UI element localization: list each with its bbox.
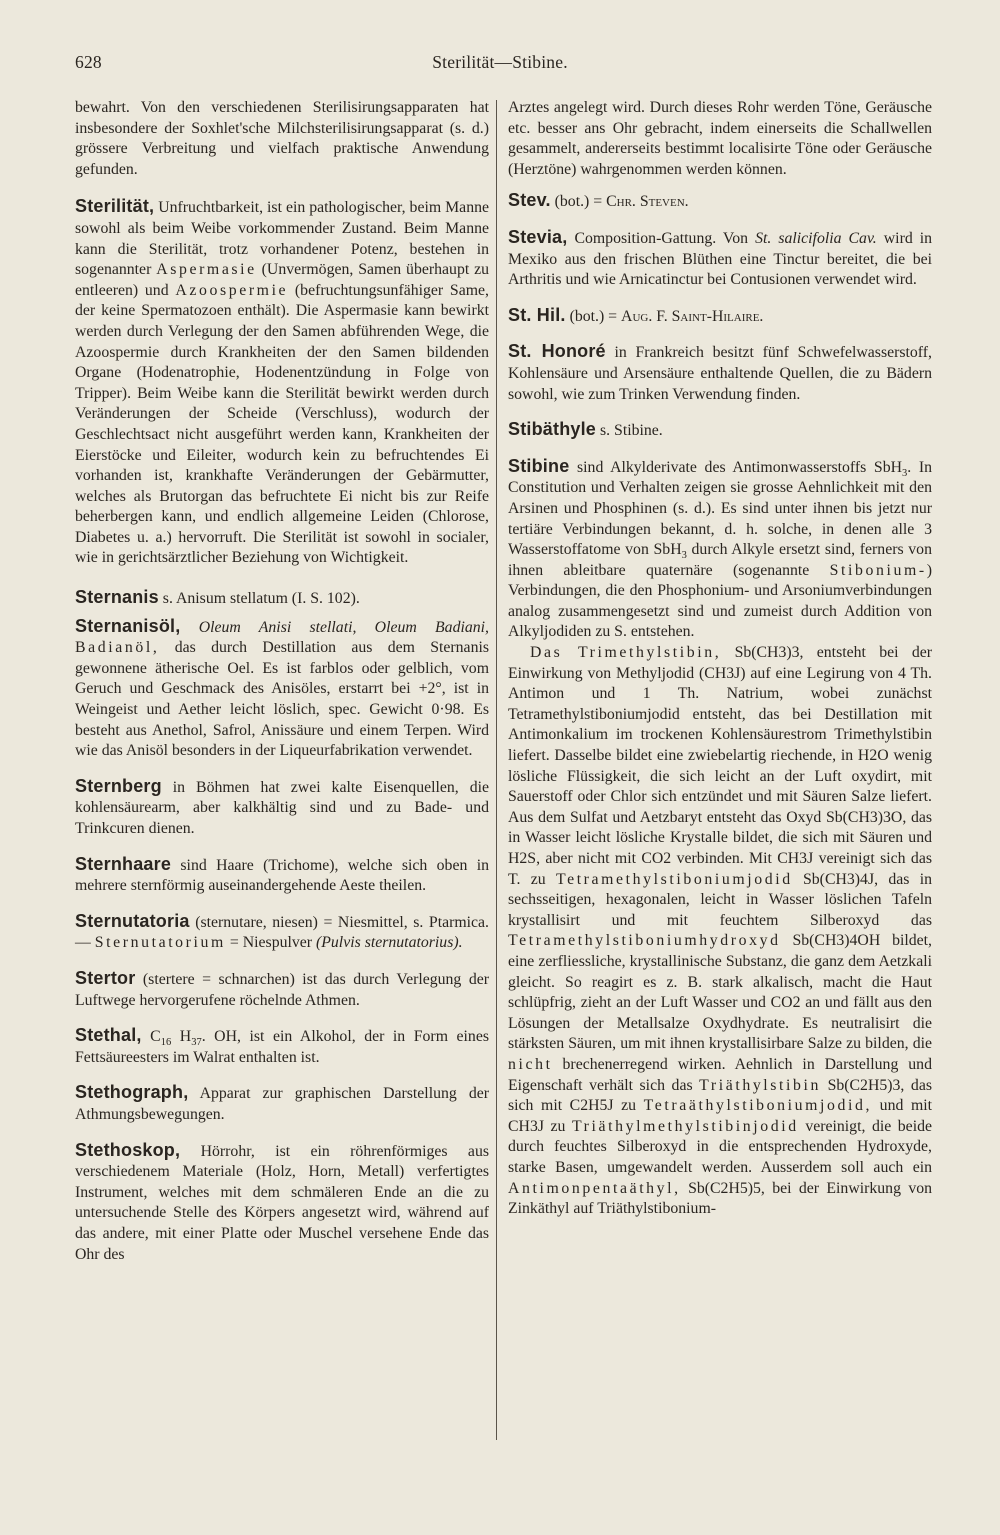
entry-stev: Stev. (bot.) = Chr. Steven. — [508, 190, 689, 211]
entry-stibaethyle: Stibäthyle s. Stibine. — [508, 419, 663, 440]
entry-sternanis: Sternanis s. Anisum stellatum (I. S. 102). — [75, 587, 360, 608]
headword: Stethograph, — [75, 1082, 189, 1103]
headword: Stibine — [508, 455, 570, 476]
entry-sternhaare: Sternhaare sind Haare (Trichome), welche sich oben in mehrere sternförmig auseinandergehende Aeste theilen. — [75, 853, 489, 895]
headword: Stethoskop, — [75, 1139, 181, 1160]
entry-sternberg: Sternberg in Böhmen hat zwei kalte Eisenquellen, die kohlensäurearm, aber kalkhältig sind und zu Bade- und Trinkcuren dienen. — [75, 775, 490, 837]
entry-stethoskop: Stethoskop, Hörrohr, ist ein röhrenförmiges aus verschiedenem Materiale (Holz, Horn, Metall) verfertigtes Instrument, welches mit dem schmäleren Ende an die zu untersuchende Stelle des Körpers angesetzt wird, während auf das andere, mit einer Platte oder Muschel versehene Ende das Ohr des — [75, 1139, 489, 1263]
entry-stethal: Stethal, $C_{16}$ $H_{37}$. OH, ist ein Alkohol, der in Form eines Fettsäureesters im Walrat enthalten ist. — [75, 1025, 489, 1066]
right-column — [508, 98, 932, 1220]
headword: Sternberg — [75, 775, 162, 796]
headword: Sternhaare — [75, 853, 172, 874]
entry-st-hil: St. Hil. (bot.) = Aug. F. Saint-Hilaire. — [508, 304, 764, 325]
entry-stertor: Stertor (stertere = schnarchen) ist das durch Verlegung der Luftwege hervorgerufene röchelnde Athmen. — [75, 967, 489, 1009]
entry-stibine: Stibine sind Alkylderivate des Antimonwasserstoffs SbH$_3$. In Constitution und Verhalten zeigen sie grosse Aehnlichkeit mit den Arsinen und Phosphinen (s. d.). Es sind unter ihnen bis jetzt nur tertiäre Verbindungen bekannt, d. h. solche, in denen alle 3 Wasserstoffatome von SbH$_3$ durch Alkyle ersetzt sind, ferners von ihnen ableitbare quaternäre (sogenannte Stibonium-) Verbindungen, die den Phosphonium- und Arsoniumverbindungen analog zusammengesetzt sind und zumeist durch Addition von Alkyljodiden zu S. entstehen. — [508, 455, 932, 641]
headword: St. Honoré — [508, 341, 606, 362]
entry-stethograph: Stethograph, Apparat zur graphischen Darstellung der Athmungsbewegungen. — [75, 1082, 489, 1123]
headword: Stethal, — [75, 1025, 142, 1046]
running-title: Sterilität—Stibine. — [432, 52, 568, 72]
headword: Sterilität, — [75, 196, 155, 217]
continued-paragraph: bewahrt. Von den verschiedenen Sterilisirungsapparaten hat insbesondere der Soxhlet'sche Milchsterilisirungsapparat (s. d.) grössere Verbreitung und vielfach praktische Anwendung gefunden. — [75, 99, 489, 178]
headword: St. Hil. — [508, 304, 566, 325]
page-header — [0, 52, 1000, 76]
headword: Sternutatoria — [75, 910, 190, 931]
entry-sterilitaet: Sterilität, Unfruchtbarkeit, ist ein pathologischer, beim Manne sowohl als beim Weibe vorkommender Zustand. Beim Manne kann die Sterilität, trotz vorhandener Potenz, bestehen in sogenannter Aspermasie (Unvermögen, Samen überhaupt zu entleeren) und Azoospermie (befruchtungsunfähiger Same, der keine Spermatozoen enthält). Die Aspermasie kann bewirkt werden durch Verlegung der den Samen abführenden Wege, die Azoospermie durch Krankheiten der den Samen bildenden Organe (Hodenatrophie, Hodenentzündung in Folge von Tripper). Beim Weibe kann die Sterilität bewirkt werden durch Veränderungen der Scheide (Verschluss), wodurch der Geschlechtsact nicht ausgeführt werden kann, Krankheiten der Eierstöcke und Eileiter, wodurch kein zu befruchtendes Ei vorhanden ist, krankhafte Veränderungen der Gebärmutter, welches als Brutorgan das befruchtete Ei nicht bis zur Reife beherbergen kann, und endlich allgemeine Leiden (Chlorose, Diabetes u. a.) hervorruft. Die Sterilität ist sowohl in socialer, wie in gerichtsärztlicher Beziehung von Wichtigkeit. — [75, 196, 489, 567]
continued-paragraph: Arztes angelegt wird. Durch dieses Rohr werden Töne, Geräusche etc. besser ans Ohr gebracht, indem einerseits die Schallwellen gesammelt, andererseits bestimmt localisirte Töne oder Geräusche (Herztöne) wahrgenommen werden können. — [508, 99, 932, 178]
headword: Sternanisöl, — [75, 615, 181, 636]
entry-stevia: Stevia, Composition-Gattung. Von St. salicifolia Cav. wird in Mexiko aus den frischen Blüthen eine Tinctur bereitet, die bei Arthritis und wie Arnicatinctur bei Contusionen verwendet wird. — [508, 226, 933, 289]
entry-st-honore: St. Honoré in Frankreich besitzt fünf Schwefelwasserstoff, Kohlensäure und Arsensäure enthaltende Quellen, die zu Bädern sowohl, wie zum Trinken Verwendung finden. — [508, 341, 932, 403]
entry-sternanisoel: Sternanisöl, Oleum Anisi stellati, Oleum Badiani, Badianöl, das durch Destillation aus dem Sternanis gewonnene ätherische Oel. Es ist farblos oder gelblich, vom Geruch und Geschmack des Anisöles, erstarrt bei +2°, ist in Weingeist und Aether leicht löslich, spec. Gewicht 0·98. Es besteht aus Anethol, Safrol, Anissäure und einem Terpen. Wird wie das Anisöl besonders in der Liqueurfabrikation verwendet. — [75, 615, 489, 760]
headword: Stertor — [75, 967, 136, 988]
chemical-formula: $C_{16}$ $H_{37}$ — [150, 1028, 202, 1049]
headword: Stibäthyle — [508, 419, 597, 440]
left-column — [75, 98, 489, 1265]
headword: Sternanis — [75, 587, 159, 608]
entry-sternutatoria: Sternutatoria (sternutare, niesen) = Niesmittel, s. Ptarmica. — Sternutatorium = Niespulver (Pulvis sternutatorius). — [75, 910, 489, 952]
column-divider — [496, 100, 497, 1440]
stibine-paragraph-2: Das Trimethylstibin, Sb(CH3)3, entsteht bei der Einwirkung von Methyljodid (CH3J) auf eine Legirung von 4 Th. Antimon und 1 Th. Natrium, wobei zunächst Tetramethylstiboniumjodid entsteht, das bei Destillation mit Antimonkalium im trockenen Kohlensäurestrom Trimethylstibin liefert. Dasselbe bildet eine zwiebelartig riechende, in H2O wenig lösliche Flüssigkeit, die sich leicht an der Luft oxydirt, mit Sauerstoff oder Chlor sich entzündet und mit Säuren Salze liefert. Aus dem Sulfat und Aetzbaryt entsteht das Oxyd Sb(CH3)3O, das in Wasser leicht lösliche Krystalle bildet, die sich mit Säuren und H2S, aber nicht mit CO2 verbinden. Mit CH3J vereinigt sich das T. zu Tetramethylstiboniumjodid Sb(CH3)4J, das in sechsseitigen, hexagonalen, leicht in Wasser löslichen Tafeln krystallisirt und mit feuchtem Silberoxyd das Tetramethylstiboniumhydroxyd Sb(CH3)4OH bildet, eine zerfliessliche, krystallinische Substanz, die ganz dem Aetzkali gleicht. So reagirt es z. B. stark alkalisch, macht die Haut schlüpfrig, zieht an der Luft Wasser und CO2 an und fällt aus den Lösungen der Metallsalze Oxydhydrate. Es neutralisirt die stärksten Säuren, um mit ihnen krystallisirbare Salze zu bilden, die nicht brechenerregend wirken. Aehnlich in Darstellung und Eigenschaft verhält sich das Triäthylstibin Sb(C2H5)3, das sich mit C2H5J zu Tetraäthylstiboniumjodid, und mit CH3J zu Triäthylmethylstibinjodid vereinigt, die beide durch feuchtes Silberoxyd in die entsprechenden Hydroxyde, starke Basen, umgewandelt werden. Ausserdem soll auch ein Antimonpentaäthyl, Sb(C2H5)5, bei der Einwirkung von Zinkäthyl auf Triäthylstibonium- — [508, 644, 933, 1218]
headword: Stev. — [508, 190, 551, 211]
page-number: 628 — [75, 52, 102, 72]
headword: Stevia, — [508, 226, 568, 247]
